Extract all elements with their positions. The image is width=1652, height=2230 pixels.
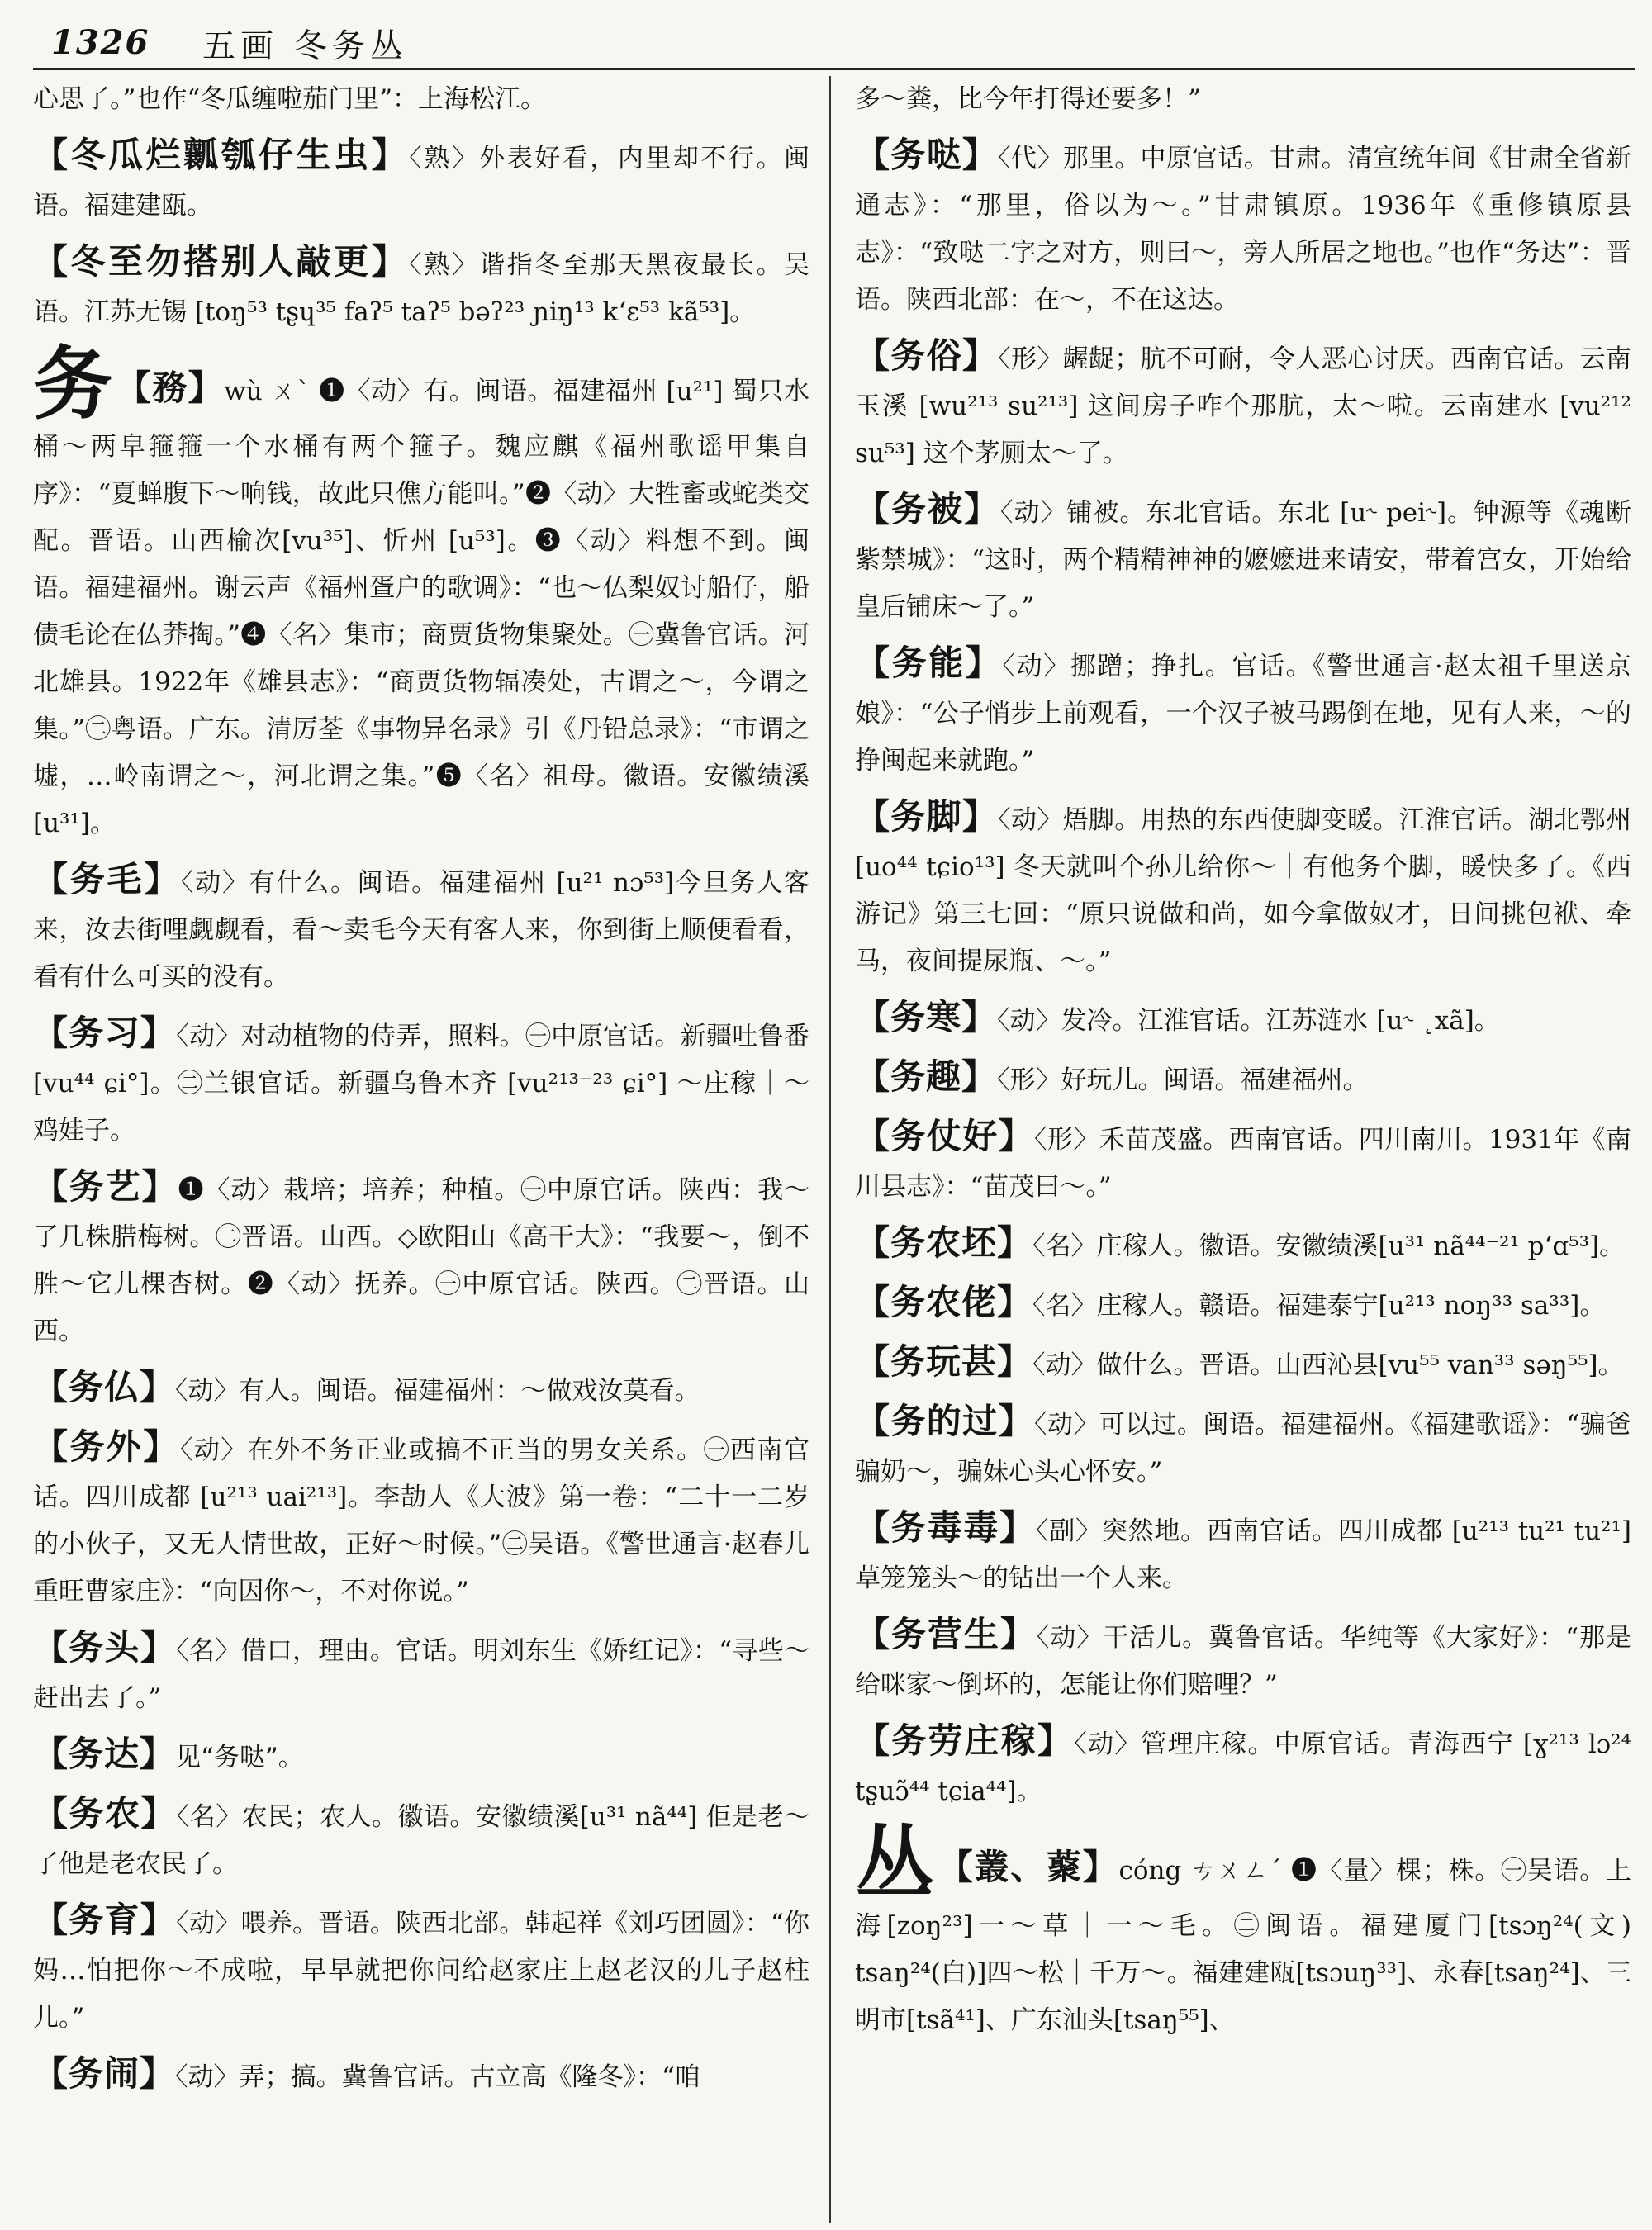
entry-headword: 【叢、藂】 — [938, 1847, 1119, 1887]
entry-definition: 〈名〉农民；农人。徽语。安徽绩溪[u³¹ nã⁴⁴] 佢是老～了他是老农民了。 — [33, 1802, 809, 1879]
entry-definition: 〈动〉有什么。闽语。福建福州 [u²¹ nɔ⁵³]今旦务人客来，汝去街哩觑觑看，看～卖毛今天有客人来，你到街上顺便看看，看有什么可买的没有。 — [33, 868, 809, 992]
entry-definition: 〈动〉干活儿。冀鲁官话。华纯等《大家好》：“那是给咪家～倒坏的，怎能让你们赔哩？” — [855, 1623, 1631, 1700]
entry-headword: 【务农坯】 — [855, 1222, 1033, 1263]
entry-headword: 【务毒毒】 — [855, 1507, 1036, 1548]
entry-definition: 〈动〉发冷。江淮官话。江苏涟水 [u˞ ˛xã]。 — [997, 1006, 1500, 1036]
entry-headword: 【务育】 — [33, 1900, 177, 1940]
entry-headword: 【务农佬】 — [855, 1282, 1033, 1322]
dictionary-entry — [855, 1113, 1631, 1211]
head-character: 务 — [33, 337, 113, 430]
dictionary-entry — [855, 486, 1631, 631]
dictionary-entry — [33, 1423, 809, 1616]
entry-definition: 〈动〉喂养。晋语。陕西北部。韩起祥《刘巧团圆》：“你妈…怕把你～不成啦，早早就把你问给赵家庄上赵老汉的儿子赵柱儿。” — [33, 1909, 809, 2033]
entry-headword: 【务艺】 — [33, 1166, 178, 1207]
dictionary-entry — [33, 2050, 809, 2101]
dictionary-entry — [33, 131, 809, 230]
entry-definition: 多～粪，比今年打得还要多！” — [855, 84, 1201, 114]
entry-headword: 【务脚】 — [855, 796, 999, 837]
entry-definition: cóng ㄘㄨㄥˊ ❶〈量〉棵；株。㊀吴语。上海[zoŋ²³]一～草｜一～毛。㊁闽语。福建厦门[tsɔŋ²⁴(文) tsaŋ²⁴(白)]四～松｜千万～。福建建瓯[tsɔuŋ³³]、永春[tsaŋ²⁴]、三明市[tsã⁴¹]、广东汕头[tsaŋ⁵⁵]、 — [855, 1856, 1631, 2035]
entry-definition: 〈动〉焐脚。用热的东西使脚变暖。江淮官话。湖北鄂州 [uo⁴⁴ tɕio¹³] 冬天就叫个孙儿给你～｜有他务个脚，暖快多了。《西游记》第三七回：“原只说做和尚，如今拿做奴才，日间挑包袱、牵马，夜间提尿瓶、～。” — [855, 805, 1631, 976]
entry-headword: 【务外】 — [33, 1426, 180, 1467]
entry-definition: 〈动〉弄；搞。冀鲁官话。古立高《隆冬》：“咱 — [175, 2062, 700, 2092]
left-column — [33, 76, 809, 2223]
dictionary-entry — [33, 1624, 809, 1722]
dictionary-entry — [855, 1717, 1631, 1815]
header-rule — [33, 68, 1635, 70]
entry-definition: 〈名〉庄稼人。徽语。安徽绩溪[u³¹ nã⁴⁴⁻²¹ p‘ɑ⁵³]。 — [1032, 1231, 1626, 1261]
dictionary-entry — [33, 1163, 809, 1355]
entry-definition: 〈动〉有人。闽语。福建福州：～做戏汝莫看。 — [175, 1376, 700, 1406]
entry-headword: 【务营生】 — [855, 1614, 1037, 1654]
entry-definition: 〈动〉可以过。闽语。福建福州。《福建歌谣》：“骗爸骗奶～，骗妹心头心怀安。” — [855, 1410, 1631, 1487]
dictionary-entry — [855, 994, 1631, 1045]
dictionary-entry — [855, 1338, 1631, 1389]
dictionary-entry — [855, 793, 1631, 985]
entry-headword: 【务俗】 — [855, 335, 999, 376]
entry-definition: 〈动〉铺被。东北官话。东北 [u˞ pei˞]。钟源等《魂断紫禁城》：“这时，两个精精神神的嬷嬷进来请安，带着宫女，开始给皇后铺床～了。” — [855, 498, 1631, 622]
dictionary-entry — [33, 1364, 809, 1415]
entry-headword: 【务能】 — [855, 643, 1003, 683]
entry-headword: 【务被】 — [855, 489, 1000, 529]
entry-headword: 【务玩甚】 — [855, 1341, 1033, 1382]
entry-headword: 【务趣】 — [855, 1056, 998, 1097]
head-character: 丛 — [855, 1816, 935, 1910]
entry-definition: 〈熟〉外表好看，内里却不行。闽语。福建建瓯。 — [33, 144, 809, 221]
entry-definition: 〈动〉在外不务正业或搞不正当的男女关系。㊀西南官话。四川成都 [u²¹³ uai²¹³]。李劼人《大波》第一卷：“二十一二岁的小伙子，又无人情世故，正好～时候。”㊁吴语。《警世通言·赵春儿重旺曹家庄》：“向因你～，不对你说。” — [33, 1435, 809, 1606]
entry-definition: ❶〈动〉栽培；培养；种植。㊀中原官话。陕西：我～了几株腊梅树。㊁晋语。山西。◇欧阳山《高干大》：“我要～，倒不胜～它儿棵杏树。❷〈动〉抚养。㊀中原官话。陕西。㊁晋语。山西。 — [33, 1175, 809, 1346]
entry-definition: 〈熟〉谐指冬至那天黑夜最长。吴语。江苏无锡 [toŋ⁵³ tʂɥ³⁵ faʔ⁵ taʔ⁵ bəʔ²³ ɲiŋ¹³ k‘ɛ⁵³ kã⁵³]。 — [33, 250, 809, 327]
dictionary-entry — [855, 1504, 1631, 1602]
entry-definition: 〈名〉庄稼人。赣语。福建泰宁[u²¹³ noŋ³³ sa³³]。 — [1032, 1291, 1606, 1321]
entry-headword: 【冬瓜烂瓤瓠仔生虫】 — [33, 135, 410, 175]
entry-headword: 【务毛】 — [33, 859, 181, 899]
entry-headword: 【务哒】 — [855, 135, 999, 175]
entry-definition: 〈动〉挪蹭；挣扎。官话。《警世通言·赵太祖千里送京娘》：“公子悄步上前观看，一个汉子被马踢倒在地，见有人来，～的挣闽起来就跑。” — [855, 652, 1631, 776]
entry-headword: 【务闹】 — [33, 2053, 176, 2094]
entry-continuation — [33, 76, 809, 123]
dictionary-entry — [855, 1053, 1631, 1104]
dictionary-entry — [33, 337, 809, 847]
entry-headword: 【务习】 — [33, 1013, 177, 1053]
dictionary-entry — [33, 238, 809, 336]
right-column — [855, 76, 1631, 2223]
entry-headword: 【务寒】 — [855, 997, 998, 1037]
entry-definition: 〈动〉管理庄稼。中原官话。青海西宁 [ɣ²¹³ lɔ²⁴ tʂuɔ̃⁴⁴ tɕia⁴⁴]。 — [855, 1729, 1631, 1806]
entry-headword: 【务仗好】 — [855, 1116, 1035, 1156]
dictionary-entry — [855, 1611, 1631, 1709]
dictionary-entry — [33, 1896, 809, 2042]
entry-headword: 【务农】 — [33, 1793, 177, 1834]
entry-definition: 〈动〉对动植物的侍弄，照料。㊀中原官话。新疆吐鲁番 [vu⁴⁴ ɕi°]。㊁兰银官话。新疆乌鲁木齐 [vu²¹³⁻²³ ɕi°] ～庄稼｜～鸡娃子。 — [33, 1022, 809, 1146]
entry-headword: 【务头】 — [33, 1627, 177, 1668]
page-number: 1326 — [51, 23, 150, 62]
entry-definition: 〈名〉借口，理由。官话。明刘东生《娇红记》：“寻些～赶出去了。” — [33, 1636, 809, 1713]
entry-headword: 【务的过】 — [855, 1401, 1035, 1441]
entry-headword: 【务劳庄稼】 — [855, 1720, 1075, 1761]
entry-headword: 【务仏】 — [33, 1367, 176, 1407]
dictionary-entry — [33, 1009, 809, 1155]
dictionary-entry — [33, 1730, 809, 1782]
section-heading: 五画 冬务丛 — [202, 27, 408, 65]
entry-headword: 【务达】 — [33, 1734, 176, 1774]
dictionary-entry — [855, 332, 1631, 477]
dictionary-entry — [855, 1219, 1631, 1270]
entry-definition: 见“务哒”。 — [175, 1743, 304, 1772]
dictionary-entry — [855, 639, 1631, 785]
entry-definition: 〈动〉做什么。晋语。山西沁县[vu⁵⁵ van³³ səŋ⁵⁵]。 — [1032, 1350, 1624, 1380]
dictionary-entry — [855, 1816, 1631, 2044]
entry-definition: wù ㄨˋ ❶〈动〉有。闽语。福建福州 [u²¹] 蜀只水桶～两皁箍箍一个水桶有两个箍子。魏应麒《福州歌谣甲集自序》：“夏蝉腹下～响钱，故此只僬方能叫。”❷〈动〉大牲畜或蛇类交配。晋语。山西榆次[vu³⁵]、忻州 [u⁵³]。❸〈动〉料想不到。闽语。福建福州。谢云声《福州疍户的歌调》：“也～仏梨奴讨船仔，船债毛论在仏莽掏。”❹〈名〉集市；商贾货物集聚处。㊀冀鲁官话。河北雄县。1922年《雄县志》：“商贾货物辐凑处，古谓之～，今谓之集。”㊁粤语。广东。清厉荃《事物异名录》引《丹铅总录》：“市谓之墟，…岭南谓之～，河北谓之集。”❺〈名〉祖母。徽语。安徽绩溪 [u³¹]。 — [33, 377, 809, 838]
entry-definition: 心思了。”也作“冬瓜缠啦茄门里”：上海松江。 — [33, 84, 547, 114]
entry-continuation — [855, 76, 1631, 123]
column-divider — [829, 76, 831, 2223]
page-header — [0, 0, 1652, 76]
dictionary-entry — [855, 1279, 1631, 1330]
entry-definition: 〈代〉那里。中原官话。甘肃。清宣统年间《甘肃全省新通志》：“那里，俗以为～。”甘肃镇原。1936年《重修镇原县志》：“致哒二字之对方，则曰～，旁人所居之地也。”也作“务达”：晋语。陕西北部：在～，不在这达。 — [855, 144, 1631, 315]
entry-definition: 〈形〉禾苗茂盛。西南官话。四川南川。1931年《南川县志》：“苗茂曰～。” — [855, 1125, 1631, 1202]
dictionary-entry — [33, 856, 809, 1001]
dictionary-entry — [855, 131, 1631, 324]
entry-definition: 〈形〉好玩儿。闽语。福建福州。 — [997, 1065, 1369, 1095]
entry-definition: 〈副〉突然地。西南官话。四川成都 [u²¹³ tu²¹ tu²¹] 草笼笼头～的钻出一个人来。 — [855, 1516, 1631, 1593]
dictionary-entry — [855, 1397, 1631, 1496]
dictionary-entry — [33, 1790, 809, 1888]
entry-headword: 【冬至勿搭别人敲更】 — [33, 241, 410, 282]
entry-definition: 〈形〉龌龊；肮不可耐，令人恶心讨厌。西南官话。云南玉溪 [wu²¹³ su²¹³] 这间房子咋个那肮，太～啦。云南建水 [vu²¹² su⁵³] 这个茅厕太～了。 — [855, 344, 1631, 468]
entry-headword: 【務】 — [116, 368, 225, 408]
